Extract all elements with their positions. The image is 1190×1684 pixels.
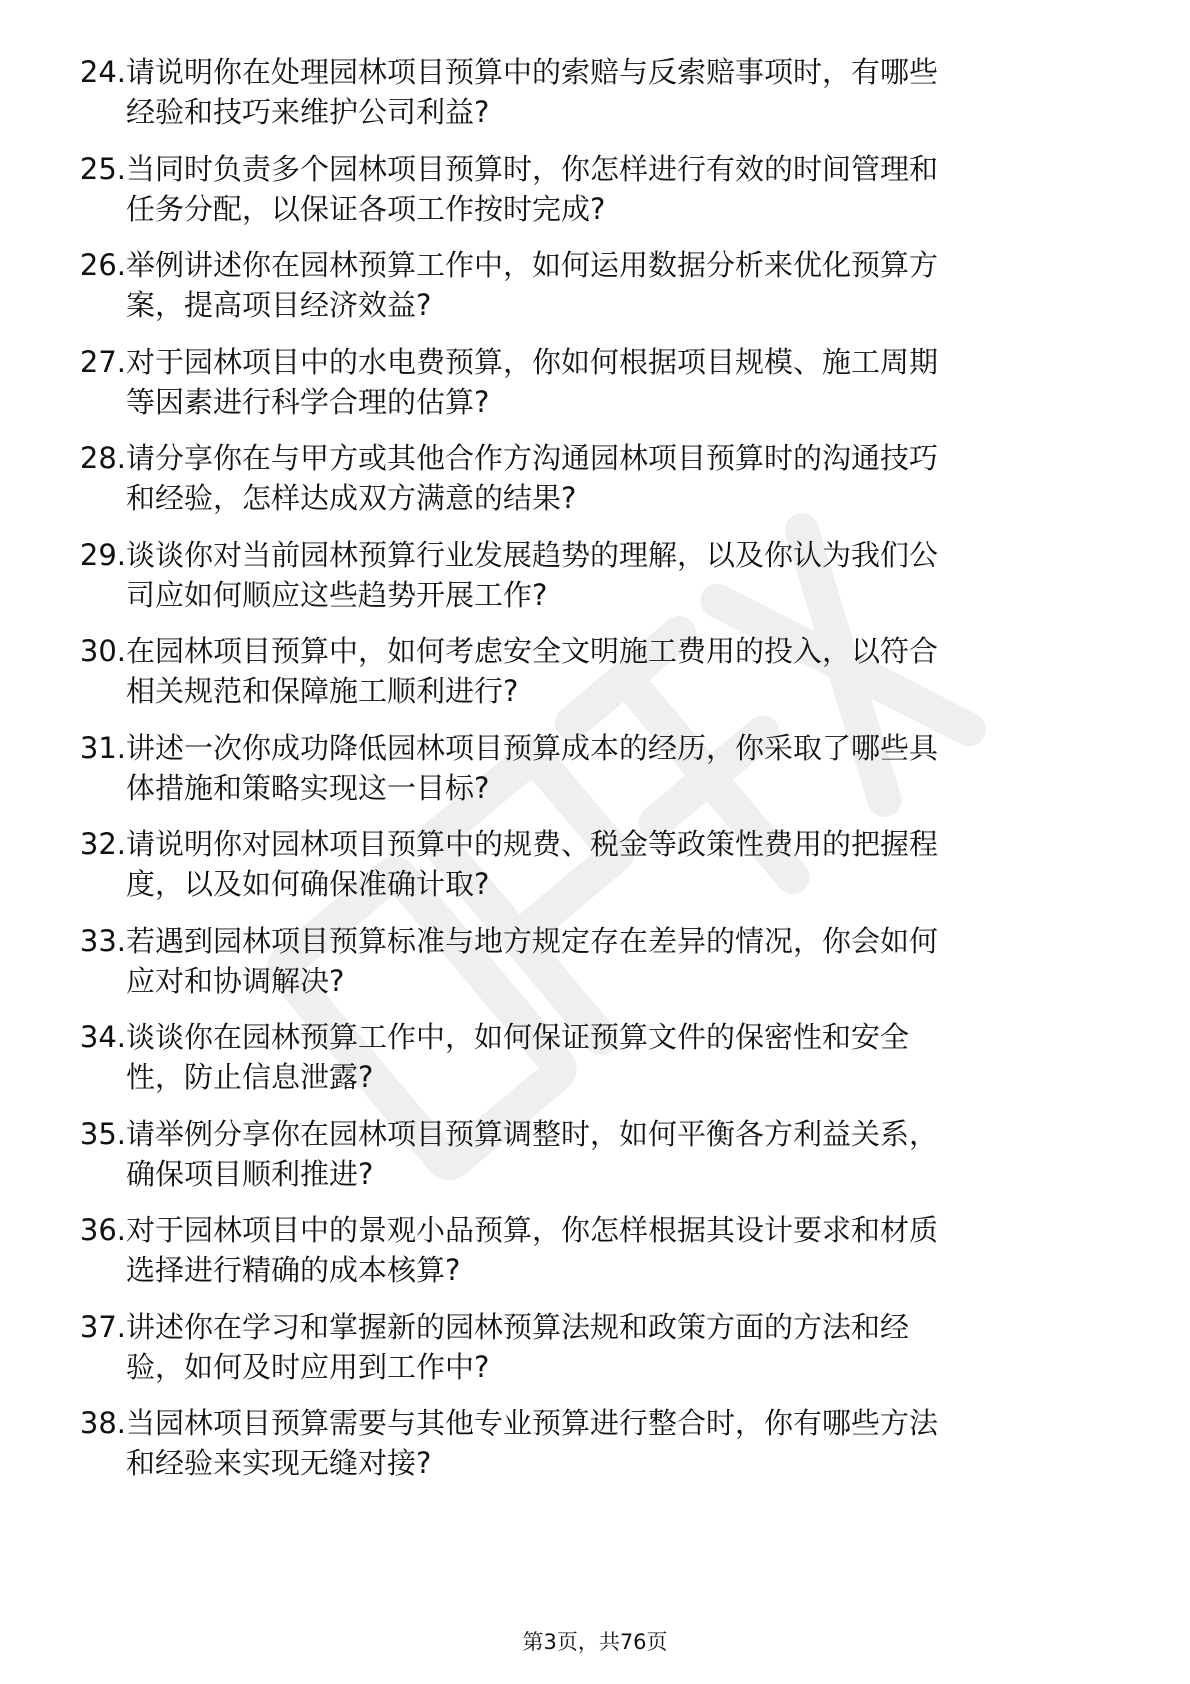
question-item-27 xyxy=(56,342,1136,439)
question-line-2: 确保项目顺利推进? xyxy=(126,1156,374,1191)
question-text xyxy=(126,631,1126,711)
question-line-2: 和经验，怎样达成双方满意的结果? xyxy=(126,481,577,515)
question-line-1: 对于园林项目中的景观小品预算，你怎样根据其设计要求和材质 xyxy=(126,1213,939,1247)
page-number-footer: 第3页，共76页 xyxy=(522,1630,668,1654)
question-list xyxy=(56,52,1136,1500)
question-number: 25. xyxy=(79,151,126,186)
question-text xyxy=(126,438,1126,518)
question-number: 29. xyxy=(79,537,126,572)
question-line-2: 经验和技巧来维护公司利益? xyxy=(126,95,490,129)
question-line-2: 体措施和策略实现这一目标? xyxy=(126,770,490,805)
question-text xyxy=(126,1307,1126,1387)
question-number: 32. xyxy=(79,827,126,861)
question-number: 31. xyxy=(79,730,126,765)
question-item-37 xyxy=(56,1307,1136,1404)
question-item-28 xyxy=(56,438,1136,535)
question-line-2: 度，以及如何确保准确计取? xyxy=(126,867,490,901)
question-line-2: 应对和协调解决? xyxy=(126,963,345,998)
question-item-34 xyxy=(56,1017,1136,1114)
question-line-2: 案，提高项目经济效益? xyxy=(126,288,432,322)
question-line-1: 请说明你在处理园林项目预算中的索赔与反索赔事项时，有哪些 xyxy=(126,55,939,89)
question-line-1: 当园林项目预算需要与其他专业预算进行整合时，你有哪些方法 xyxy=(126,1406,939,1440)
question-line-2: 等因素进行科学合理的估算? xyxy=(126,384,490,419)
question-item-38 xyxy=(56,1403,1136,1500)
question-item-25 xyxy=(56,149,1136,246)
question-line-2: 和经验来实现无缝对接? xyxy=(126,1446,432,1480)
question-item-26 xyxy=(56,245,1136,342)
question-number: 37. xyxy=(79,1309,126,1344)
question-text xyxy=(126,245,1126,325)
question-text xyxy=(126,149,1126,229)
question-text xyxy=(126,824,1126,904)
question-line-1: 当同时负责多个园林项目预算时，你怎样进行有效的时间管理和 xyxy=(126,151,939,186)
question-text xyxy=(126,728,1126,808)
question-line-1: 请说明你对园林项目预算中的规费、税金等政策性费用的把握程 xyxy=(126,827,939,861)
question-item-29 xyxy=(56,535,1136,632)
question-item-24 xyxy=(56,52,1136,149)
question-line-1: 在园林项目预算中，如何考虑安全文明施工费用的投入，以符合 xyxy=(126,634,939,668)
question-number: 26. xyxy=(79,248,126,282)
question-item-35 xyxy=(56,1114,1136,1211)
question-line-1: 对于园林项目中的水电费预算，你如何根据项目规模、施工周期 xyxy=(126,344,939,379)
question-line-1: 讲述一次你成功降低园林项目预算成本的经历，你采取了哪些具 xyxy=(126,730,939,765)
question-line-2: 任务分配，以保证各项工作按时完成? xyxy=(126,191,606,226)
question-line-2: 相关规范和保障施工顺利进行? xyxy=(126,674,519,708)
question-line-2: 选择进行精确的成本核算? xyxy=(126,1253,461,1287)
question-text xyxy=(126,1017,1126,1097)
question-text xyxy=(126,535,1126,615)
question-number: 30. xyxy=(79,634,126,668)
question-number: 34. xyxy=(79,1020,126,1054)
question-item-31 xyxy=(56,728,1136,825)
question-item-32 xyxy=(56,824,1136,921)
question-number: 28. xyxy=(79,441,126,475)
question-line-2: 司应如何顺应这些趋势开展工作? xyxy=(126,577,548,612)
question-line-2: 性，防止信息泄露? xyxy=(126,1060,374,1094)
question-text xyxy=(126,342,1126,422)
question-line-1: 谈谈你在园林预算工作中，如何保证预算文件的保密性和安全 xyxy=(126,1020,910,1054)
question-line-1: 请举例分享你在园林项目预算调整时，如何平衡各方利益关系， xyxy=(126,1116,939,1151)
question-line-1: 请分享你在与甲方或其他合作方沟通园林项目预算时的沟通技巧 xyxy=(126,441,939,475)
question-line-1: 若遇到园林项目预算标准与地方规定存在差异的情况，你会如何 xyxy=(126,923,939,958)
question-item-36 xyxy=(56,1210,1136,1307)
question-number: 27. xyxy=(79,344,126,379)
question-text xyxy=(126,1114,1126,1194)
question-text xyxy=(126,1210,1126,1290)
question-line-1: 谈谈你对当前园林预算行业发展趋势的理解，以及你认为我们公 xyxy=(126,537,939,572)
question-number: 36. xyxy=(79,1213,126,1247)
question-number: 24. xyxy=(79,55,126,89)
question-number: 33. xyxy=(79,923,126,958)
question-number: 35. xyxy=(79,1116,126,1151)
question-line-1: 讲述你在学习和掌握新的园林预算法规和政策方面的方法和经 xyxy=(126,1309,910,1344)
question-item-33 xyxy=(56,921,1136,1018)
question-item-30 xyxy=(56,631,1136,728)
question-number: 38. xyxy=(79,1406,126,1440)
question-text xyxy=(126,52,1126,132)
question-line-1: 举例讲述你在园林预算工作中，如何运用数据分析来优化预算方 xyxy=(126,248,939,282)
question-text xyxy=(126,921,1126,1001)
question-line-2: 验，如何及时应用到工作中? xyxy=(126,1349,490,1384)
question-text xyxy=(126,1403,1126,1483)
